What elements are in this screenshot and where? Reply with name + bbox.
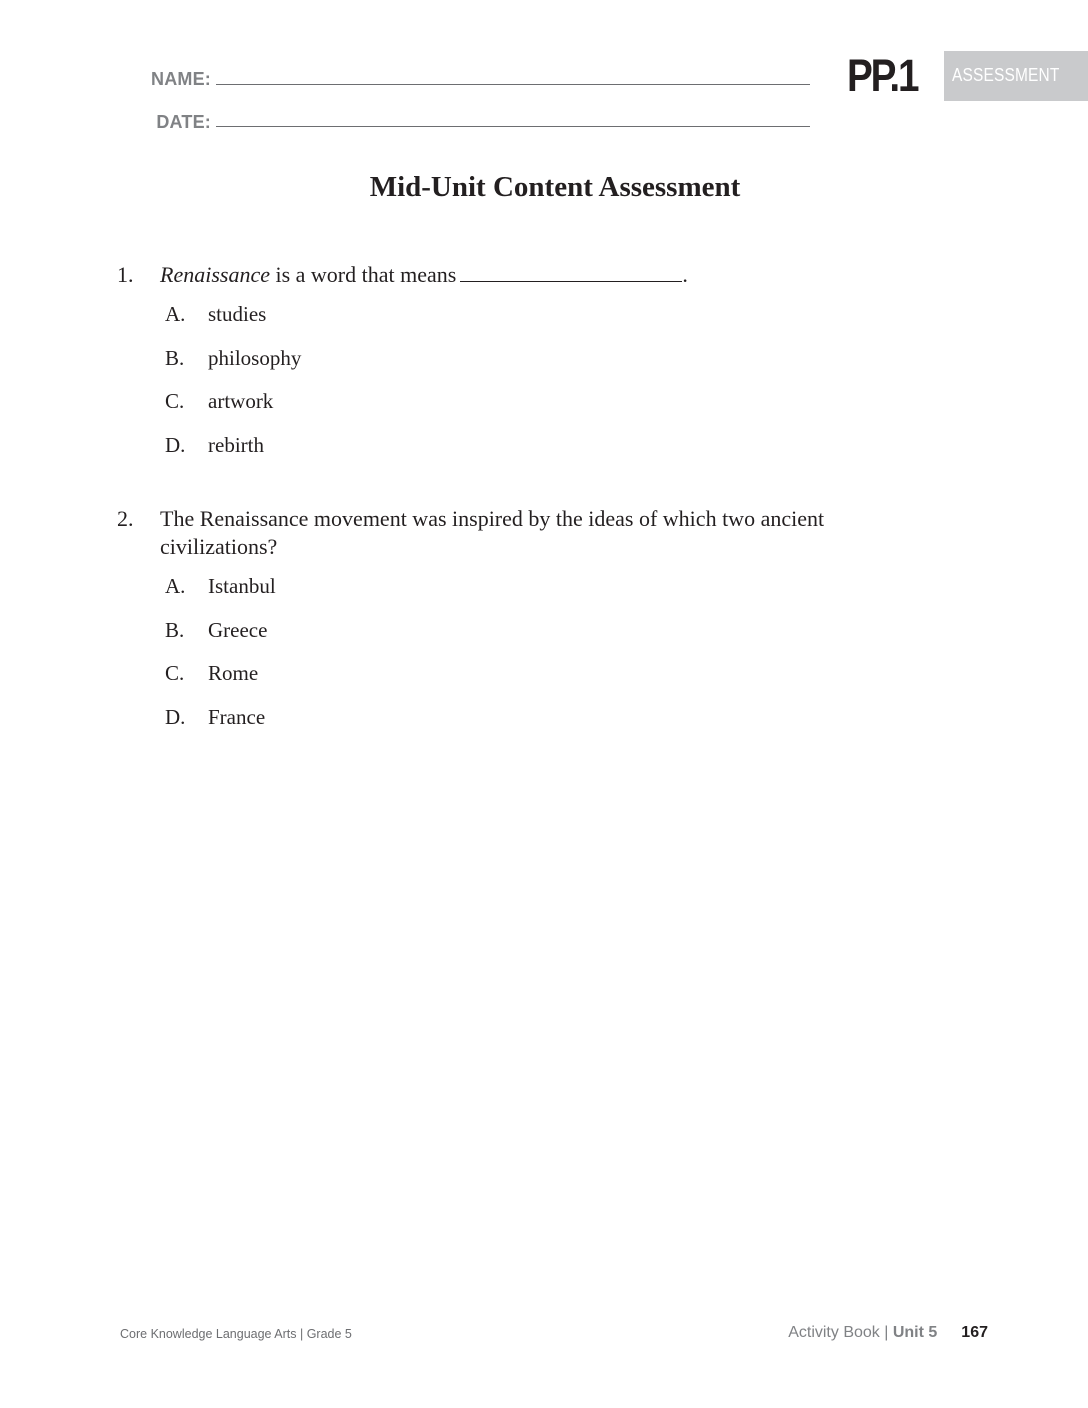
- option-letter: C.: [165, 661, 185, 685]
- footer-unit: Unit 5: [892, 1324, 938, 1341]
- question-text: The Renaissance movement was inspired by the ideas of which two ancient civilizations?: [160, 506, 825, 559]
- date-label: DATE:: [156, 112, 211, 132]
- option-letter: D.: [165, 433, 186, 457]
- name-line[interactable]: [216, 84, 810, 85]
- option-text: France: [208, 705, 266, 729]
- option-text: Greece: [208, 618, 268, 642]
- question-number: 2.: [117, 506, 134, 531]
- question-text: [160, 261, 900, 289]
- option-letter: B.: [165, 346, 185, 370]
- option-text: Istanbul: [208, 574, 276, 598]
- assessment-badge-label: ASSESSMENT: [952, 65, 1060, 85]
- option-text: Rome: [208, 661, 259, 685]
- option-text: studies: [208, 302, 267, 326]
- footer-separator: |: [879, 1324, 893, 1341]
- option-letter: A.: [165, 574, 186, 598]
- option-letter: D.: [165, 705, 186, 729]
- question-number: 1.: [117, 262, 134, 287]
- option-letter: C.: [165, 389, 185, 413]
- question-end: .: [682, 262, 688, 287]
- question-term: Renaissance: [160, 262, 270, 287]
- option-text: artwork: [208, 389, 274, 413]
- option-letter: A.: [165, 302, 186, 326]
- question-stem: is a word that means: [269, 262, 457, 287]
- date-line[interactable]: [216, 126, 810, 127]
- assessment-badge: [944, 51, 1088, 101]
- activity-code: PP.1: [847, 50, 918, 101]
- option-text: philosophy: [208, 346, 302, 370]
- page-number: 167: [961, 1324, 988, 1341]
- footer-book: Activity Book: [788, 1324, 880, 1341]
- page-title: Mid-Unit Content Assessment: [369, 171, 741, 203]
- footer-book-info: [788, 1324, 988, 1342]
- answer-blank: [460, 263, 682, 282]
- name-label: NAME:: [151, 69, 211, 89]
- option-letter: B.: [165, 618, 185, 642]
- footer-series: Core Knowledge Language Arts | Grade 5: [120, 1327, 352, 1341]
- option-text: rebirth: [208, 433, 264, 457]
